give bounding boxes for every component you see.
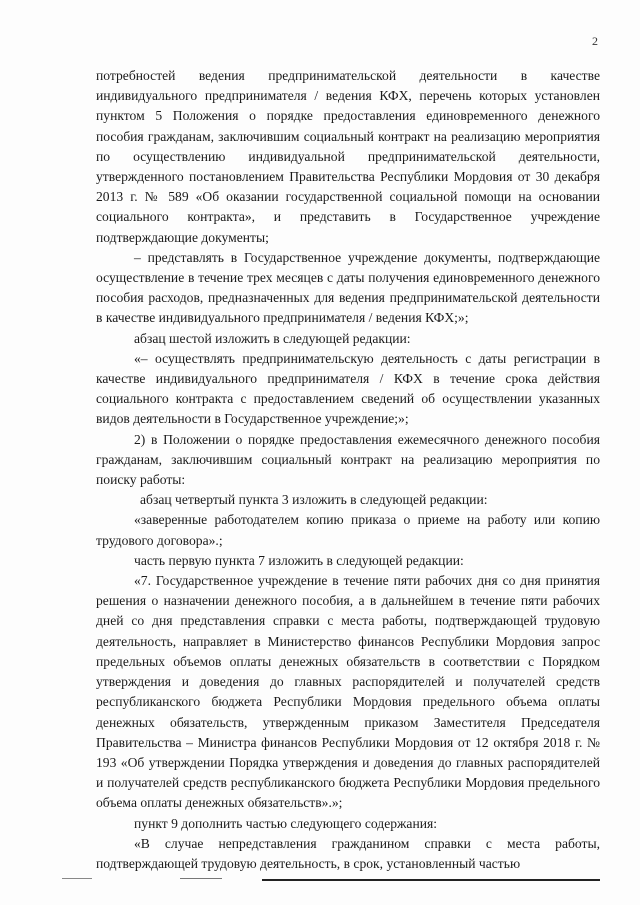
scan-mark (180, 878, 222, 879)
paragraph: абзац шестой изложить в следующей редакции: (134, 330, 411, 346)
document-body (96, 66, 600, 874)
paragraph: часть первую пункта 7 изложить в следующей редакции: (134, 552, 464, 568)
paragraph: – представлять в Государственное учреждение документы, подтверждающие осуществление в течение трех месяцев с даты получения единовременного денежного пособия расходов, предназначенных для ведения предпринимательской деятельности в качестве индивидуального предпринимателя / ведения КФХ;»; (96, 249, 600, 326)
scan-mark (62, 878, 92, 879)
paragraph: абзац четвертый пункта 3 изложить в следующей редакции: (140, 492, 488, 508)
scan-footer-marks (0, 872, 640, 888)
paragraph: «заверенные работодателем копию приказа о приеме на работу или копию трудового договора».; (96, 512, 600, 548)
paragraph: «В случае непредставления гражданином справки с места работы, подтверждающей трудовую деятельность, в срок, установленный частью (96, 835, 600, 871)
page-number: 2 (592, 34, 598, 48)
paragraph: 2) в Положении о порядке предоставления ежемесячного денежного пособия гражданам, заключившим социальный контракт на реализацию мероприятия по поиску работы: (96, 431, 600, 488)
paragraph: потребностей ведения предпринимательской деятельности в качестве индивидуального предпринимателя / ведения КФХ, перечень которых установлен пунктом 5 Положения о порядке предоставления единовременного денежного пособия гражданам, заключившим социальный контракт на реализацию мероприятия по осуществлению индивидуальной предпринимательской деятельности, утвержденного постановлением Правительства Республики Мордовия от 30 декабря 2013 г. № 589 «Об оказании государственной социальной помощи на основании социального контракта», и представить в Государственное учреждение подтверждающие документы; (96, 68, 600, 245)
paragraph: пункт 9 дополнить частью следующего содержания: (134, 815, 438, 831)
footer-rule (262, 879, 600, 881)
paragraph: «– осуществлять предпринимательскую деятельность с даты регистрации в качестве индивидуального предпринимателя / КФХ в течение срока действия социального контракта с предоставлением сведений об осуществлении указанных видов деятельности в Государственное учреждение;»; (96, 350, 600, 427)
paragraph: «7. Государственное учреждение в течение пяти рабочих дня со дня принятия решения о назначении денежного пособия, а в дальнейшем в течение пяти рабочих дней со дня представления справки с места работы, подтверждающей трудовую деятельность, направляет в Министерство финансов Республики Мордовия запрос предельных объемов оплаты денежных обязательств в соответствии с Порядком утверждения и доведения до главных распорядителей и получателей средств республиканского бюджета Республики Мордовия предельного объема оплаты денежных обязательств, утвержденным приказом Заместителя Председателя Правительства – Министра финансов Республики Мордовия от 12 октября 2018 г. № 193 «Об утверждении Порядка утверждения и доведения до главных распорядителей и получателей средств республиканского бюджета Республики Мордовия предельного объема оплаты денежных обязательств».»; (96, 573, 600, 811)
